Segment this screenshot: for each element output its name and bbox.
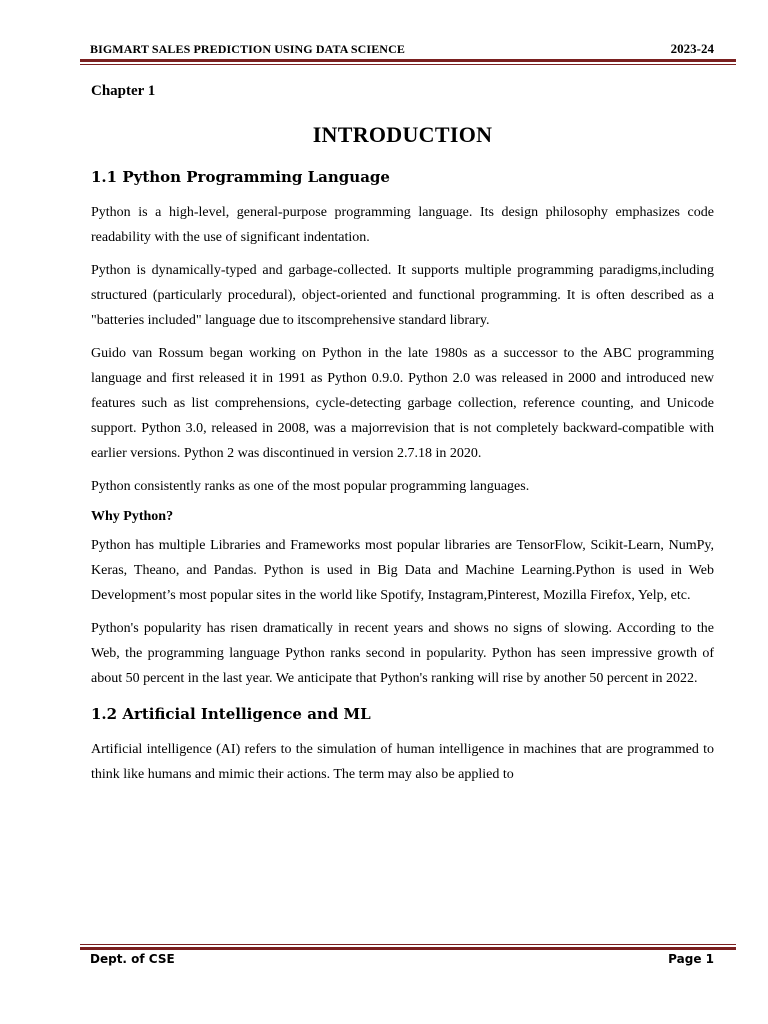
paragraph-python-libraries: Python has multiple Libraries and Frameworks most popular libraries are TensorFlow, Scikit-Learn, NumPy, Keras, Theano, and Pandas. Python is used in Big Data and Machine Learning.Python is used in Web Development’s most popular sites in the world like Spotify, Instagram,Pinterest, Mozilla Firefox, Yelp, etc. [91,538,714,603]
page-body [91,80,714,787]
footer-rule-thick [80,947,736,950]
footer-page-number: Page 1 [668,952,714,966]
paragraph-python-typing: Python is dynamically-typed and garbage-collected. It supports multiple programming paradigms,including structured (particularly procedural), object-oriented and functional programming. It is often described as a "batteries included" language due to itscomprehensive standard library. [91,263,714,328]
section-heading-ai-ml: 1.2 Artificial Intelligence and ML [91,705,371,723]
footer-department: Dept. of CSE [90,952,175,966]
section-heading-python: 1.1 Python Programming Language [91,168,390,186]
page-title: INTRODUCTION [312,122,493,147]
subheading-why-python: Why Python? [91,509,174,524]
header-rule-thick [80,59,736,62]
header-rule-thin [80,64,736,65]
paragraph-ai-definition: Artificial intelligence (AI) refers to the simulation of human intelligence in machines that are programmed to think like humans and mimic their actions. The term may also be applied to [91,742,714,782]
running-header-year: 2023-24 [670,41,714,56]
paragraph-python-intro: Python is a high-level, general-purpose programming language. Its design philosophy emphasizes code readability with the use of significant indentation. [91,205,714,245]
paragraph-python-growth: Python's popularity has risen dramatically in recent years and shows no signs of slowing. According to the Web, the programming language Python ranks second in popularity. Python has seen impressive growth of about 50 percent in the last year. We anticipate that Python's ranking will rise by another 50 percent in 2022. [91,621,714,686]
paragraph-python-popularity: Python consistently ranks as one of the most popular programming languages. [91,479,530,494]
running-header-title: BIGMART SALES PREDICTION USING DATA SCIENCE [90,42,405,56]
paragraph-python-history: Guido van Rossum began working on Python in the late 1980s as a successor to the ABC programming language and first released it in 1991 as Python 0.9.0. Python 2.0 was released in 2000 and introduced new features such as list comprehensions, cycle-detecting garbage collection, reference counting, and Unicode support. Python 3.0, released in 2008, was a majorrevision that is not completely backward-compatible with earlier versions. Python 2 was discontinued in version 2.7.18 in 2020. [91,346,714,461]
chapter-label: Chapter 1 [91,83,156,99]
footer-rule-thin [80,944,736,945]
